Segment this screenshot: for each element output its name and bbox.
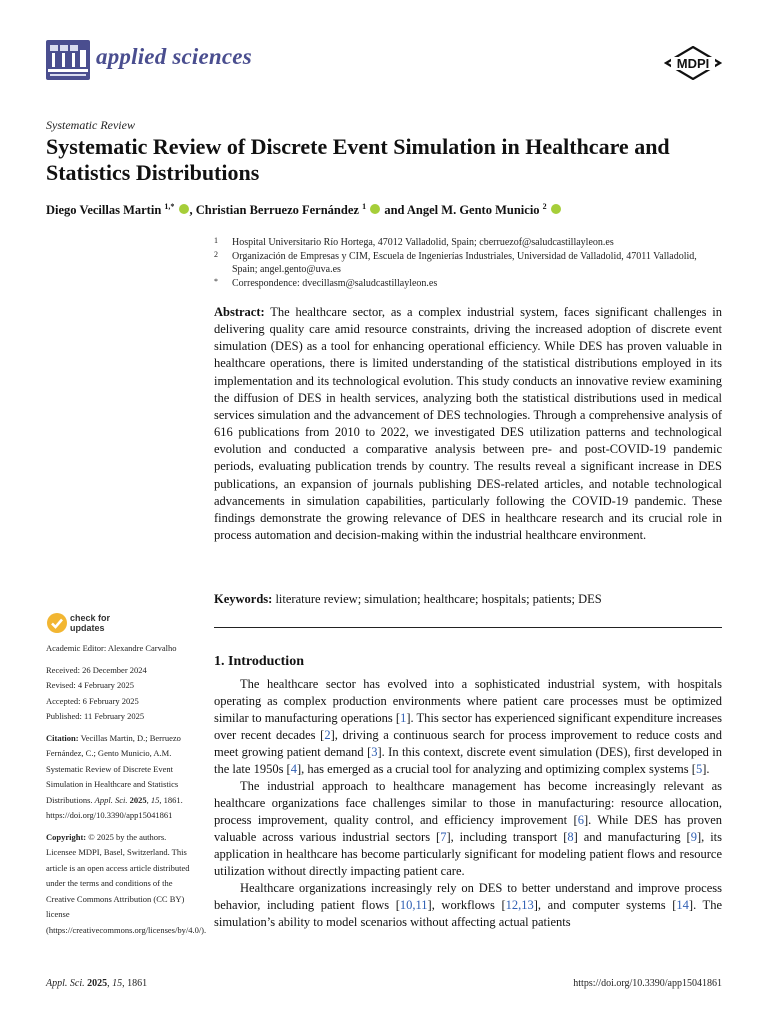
mdpi-logo <box>664 46 722 80</box>
body-text-run: ], and computer systems [ <box>533 898 677 912</box>
orcid-icon[interactable] <box>179 204 189 214</box>
citation-rest[interactable]: , 1861. https://doi.org/10.3390/app15041861 <box>46 794 183 820</box>
keywords-text: literature review; simulation; healthcare; hospitals; patients; DES <box>275 592 602 606</box>
citation-text: Vecillas Martin, D.; Berruezo Fernández, C.; Gento Municio, A.M. Systematic Review of Discrete Event Simulation in Healthcare and Statistics Distributions. <box>46 732 181 805</box>
affiliation-mark: * <box>214 276 218 286</box>
mdpi-logo-text: MDPI <box>676 56 710 71</box>
affiliation <box>214 236 724 250</box>
check-updates-line2: updates <box>70 623 105 633</box>
body-text-run: The industrial approach to healthcare management has become increasingly relevant as healthcare organizations face challenges similar to those in manufacturing: resource allocation, process improvement, quality control, and efficiency improvement [ <box>214 779 722 827</box>
affiliation-text: Organización de Empresas y CIM, Escuela de Ingenierías Industriales, Universidad de Valladolid, 47011 Valladolid, Spain; angel.gento@uva.es <box>232 250 697 276</box>
abstract <box>214 304 722 544</box>
citation-journal: Appl. Sci. <box>94 794 128 805</box>
body-paragraph <box>214 778 722 880</box>
affiliation <box>214 277 724 291</box>
author-separator: and <box>381 203 407 218</box>
affiliation-text: Hospital Universitario Río Hortega, 47012 Valladolid, Spain; cberruezof@saludcastillayleon.es <box>232 237 614 248</box>
citation-volume: 15 <box>150 794 160 805</box>
citation-link[interactable]: 5 <box>695 762 703 776</box>
orcid-icon[interactable] <box>370 204 380 214</box>
body-text-run: The healthcare sector has evolved into a sophisticated industrial system, with hospitals operating as complex production environments where patient care processes must be optimized similar to manufacturing operations [ <box>214 677 722 725</box>
citation-link[interactable]: 9 <box>690 830 697 844</box>
copyright-text: © 2025 by the authors. Licensee MDPI, Basel, Switzerland. This article is an open access article distributed under the terms and conditions of the Creative Commons Attribution (CC BY) license (https://creativecommons.org/licenses/by/4.0/). <box>46 831 207 935</box>
copyright-label: Copyright: <box>46 831 87 842</box>
author-affiliation-mark: 1 <box>362 202 367 211</box>
check-for-updates-button[interactable] <box>46 612 126 636</box>
received-date: Received: 26 December 2024 <box>46 664 147 675</box>
orcid-icon[interactable] <box>551 204 561 214</box>
check-updates-label <box>70 613 110 633</box>
citation-link[interactable]: 6 <box>577 813 584 827</box>
body-text-run: ], driving a continuous search for process improvement to reduce costs and meet growing patient demand [ <box>214 728 722 759</box>
body-text-run: ]. While DES has proven valuable across various industrial sectors [ <box>214 813 722 844</box>
footer-year: 2025 <box>87 978 108 989</box>
citation: Citation: Vecillas Martin, D.; Berruezo Fernández, C.; Gento Municio, A.M. Systematic Review of Discrete Event Simulation in Healthcare and Statistics Distributions. Appl. Sci. 2025, 15, 1861. https://doi.org/10.3390/app15041861 <box>46 732 183 820</box>
keywords <box>214 591 722 608</box>
body-paragraph <box>214 676 722 778</box>
footer-citation: Appl. Sci. 2025, 15, 1861 <box>46 978 148 989</box>
body-text <box>214 676 722 931</box>
check-updates-line1: check for <box>70 613 111 623</box>
body-text-run: ]. The simulation’s ability to model scenarios without affecting actual patients <box>214 898 722 929</box>
divider <box>214 627 722 628</box>
citation-link[interactable]: 10,11 <box>399 898 428 912</box>
author-name[interactable]: Christian Berruezo Fernández <box>195 203 359 218</box>
abstract-label: Abstract: <box>214 305 265 319</box>
footer-article-number: , 1861 <box>122 978 148 989</box>
author-affiliation-mark: 1,* <box>164 202 175 211</box>
author-separator: , <box>189 203 196 218</box>
citation-link[interactable]: 12,13 <box>505 898 534 912</box>
citation-label: Citation: <box>46 732 79 743</box>
citation-link[interactable]: 7 <box>440 830 447 844</box>
author-name[interactable]: Angel M. Gento Municio <box>406 203 540 218</box>
affiliation-text: Correspondence: dvecillasm@saludcastillayleon.es <box>232 277 438 289</box>
body-text-run: ]. This sector has experienced significant expenditure increases over recent decades [ <box>214 711 723 742</box>
article-info-sidebar <box>46 641 207 938</box>
body-text-run: ] and manufacturing [ <box>573 830 691 844</box>
journal-logo <box>46 40 90 80</box>
keywords-label: Keywords: <box>214 592 273 606</box>
copyright <box>46 830 207 939</box>
affiliations <box>214 236 724 290</box>
body-text-run: Healthcare organizations increasingly rely on DES to better understand and improve process behavior, including patient flows [ <box>214 881 722 912</box>
academic-editor: Academic Editor: Alexandre Carvalho <box>46 643 177 653</box>
published-date: Published: 11 February 2025 <box>46 711 145 721</box>
body-text-run: ], its application in healthcare has become particularly significant for modeling patient flows and resource utilization without directly impacting patient care. <box>214 830 723 878</box>
page-title: Systematic Review of Discrete Event Simulation in Healthcare and Statistics Distributions <box>46 134 670 185</box>
section-heading: 1. Introduction <box>214 654 304 669</box>
body-text-run: ], has emerged as a crucial tool for analyzing and optimizing complex systems [ <box>296 762 696 776</box>
article-type: Systematic Review <box>46 118 135 132</box>
body-paragraph <box>214 880 722 931</box>
citation-link[interactable]: 3 <box>371 745 378 759</box>
check-updates-icon <box>46 612 68 634</box>
body-text-run: ], including transport [ <box>446 830 568 844</box>
abstract-text: The healthcare sector, as a complex industrial system, faces significant challenges in delivering quality care amid resource constraints, driving the increased adoption of discrete event simulation (DES) as a tool for enhancing operational efficiency. While DES has proven valuable in healthcare operations, there is limited understanding of the statistical distributions employed in its implementation and its technological evolution. This study conducts an innovative review examining the diffusion of DES in health services, analyzing both the statistical distributions used in medical services simulation and the advancement of DES technologies. Through a comprehensive analysis of 616 publications from 2010 to 2022, we investigated DES utilization patterns and technological evolution and conducted a comparative analysis between pre- and post-COVID-19 pandemic periods, evaluating publication trends by country. The results reveal a significant increase in DES publications, an expansion of journals publishing DES-related articles, and notable technological advancements in simulation capabilities, particularly following the COVID-19 pandemic. These findings demonstrate the growing relevance of DES in healthcare research and its crucial role in process automation and decision-making within the industrial healthcare environment. <box>214 305 723 543</box>
citation-link[interactable]: 4 <box>290 762 297 776</box>
footer-journal: Appl. Sci. <box>46 978 85 989</box>
affiliation <box>214 250 724 277</box>
citation-link[interactable]: 8 <box>567 830 574 844</box>
body-text-run: ]. <box>702 762 710 776</box>
affiliation-mark: 2 <box>214 249 218 259</box>
affiliation-mark: 1 <box>214 236 218 245</box>
author-affiliation-mark: 2 <box>542 202 547 211</box>
body-text-run: ], workflows [ <box>427 898 506 912</box>
body-text-run: ]. In this context, discrete event simulation (DES), first developed in the late 1950s [ <box>214 745 722 776</box>
footer-volume: 15 <box>112 978 123 989</box>
revised-date: Revised: 4 February 2025 <box>46 680 135 690</box>
journal-name: applied sciences <box>96 44 252 69</box>
author-list <box>46 199 736 218</box>
accepted-date: Accepted: 6 February 2025 <box>46 695 139 706</box>
citation-link[interactable]: 1 <box>400 711 407 725</box>
author-name[interactable]: Diego Vecillas Martin <box>46 203 162 218</box>
citation-year: 2025 <box>129 794 147 805</box>
citation-link[interactable]: 14 <box>676 898 689 912</box>
footer-doi-link[interactable]: https://doi.org/10.3390/app15041861 <box>573 978 722 989</box>
citation-link[interactable]: 2 <box>324 728 331 742</box>
